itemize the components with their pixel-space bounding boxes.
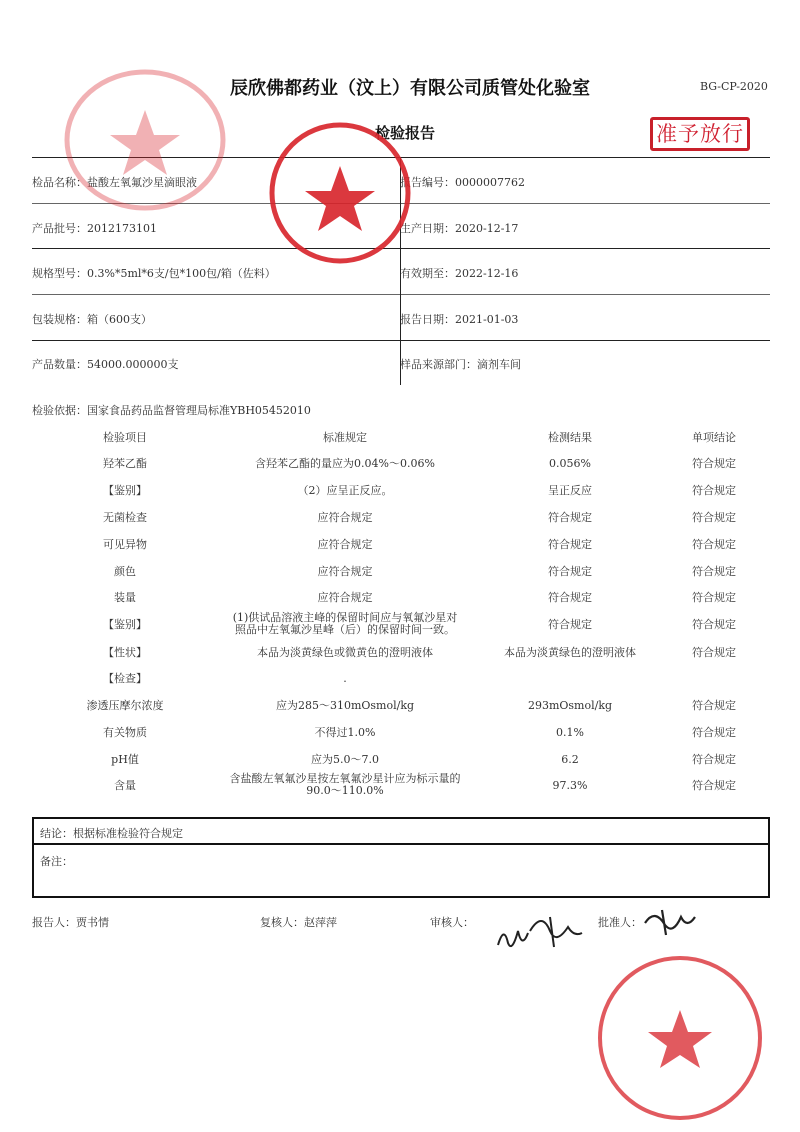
reporter: 报告人：贾书情	[32, 916, 109, 929]
field-label: 生产日期：	[400, 222, 455, 235]
table-cell: 0.1%	[556, 726, 584, 739]
table-cell: pH值	[111, 753, 139, 766]
conclusion: 结论：根据标准检验符合规定	[40, 827, 183, 840]
form-code: BG-CP-2020	[700, 80, 768, 93]
field-1	[400, 174, 525, 190]
table-cell: 含量	[114, 779, 136, 792]
table-cell: 【检查】	[103, 672, 147, 685]
column-header: 单项结论	[692, 431, 736, 444]
field-9	[400, 356, 521, 372]
table-cell: 应符合规定	[317, 565, 373, 578]
table-cell: 应为5.0～7.0	[311, 753, 379, 766]
company-title: 辰欣佛都药业（汶上）有限公司质管处化验室	[230, 78, 590, 99]
remarks: 备注：	[40, 855, 73, 868]
table-cell: 97.3%	[552, 779, 588, 792]
table-cell: 本品为淡黄绿色的澄明液体	[504, 646, 636, 659]
reviewer: 复核人：赵萍萍	[260, 916, 337, 929]
approver: 批准人：	[598, 916, 642, 929]
table-cell: 293mOsmol/kg	[527, 699, 613, 712]
table-cell: 可见异物	[103, 538, 147, 551]
field-label: 产品批号：	[32, 222, 87, 235]
table-cell: 【鉴别】	[103, 618, 147, 631]
table-cell: 含羟苯乙酯的量应为0.04%～0.06%	[255, 457, 435, 470]
field-label: 报告编号：	[400, 176, 455, 189]
table-cell: 不得过1.0%	[314, 726, 376, 739]
table-cell: 符合规定	[548, 618, 592, 631]
field-label: 检品名称：	[32, 176, 87, 189]
table-cell: 符合规定	[692, 538, 736, 551]
field-label: 报告日期：	[400, 313, 455, 326]
table-cell: 符合规定	[692, 565, 736, 578]
field-label: 样品来源部门：	[400, 358, 477, 371]
field-value: 0000007762	[455, 176, 525, 189]
table-cell: 符合规定	[692, 753, 736, 766]
field-value: 0.3%*5ml*6支/包*100包/箱（佐料）	[87, 267, 276, 280]
table-cell: 符合规定	[548, 511, 592, 524]
table-cell: 含盐酸左氧氟沙星按左氧氟沙星计应为标示量的 90.0～110.0%	[229, 772, 461, 797]
divider	[32, 340, 770, 341]
table-cell: 呈正反应	[548, 484, 592, 497]
table-cell: 符合规定	[692, 457, 736, 470]
field-label: 产品数量：	[32, 358, 87, 371]
field-2	[32, 220, 157, 236]
field-3	[400, 220, 518, 236]
auditor: 审核人：	[430, 916, 474, 929]
table-cell: 符合规定	[548, 565, 592, 578]
field-value: 2012173101	[87, 222, 157, 235]
company-seal-center	[265, 118, 415, 268]
field-value: 滴剂车间	[477, 358, 521, 371]
field-value: 盐酸左氧氟沙星滴眼液	[87, 176, 197, 189]
table-cell: 无菌检查	[103, 511, 147, 524]
table-cell: 应符合规定	[317, 511, 373, 524]
company-seal-bottom	[592, 950, 767, 1125]
table-cell: .	[343, 672, 347, 685]
field-value: 箱（600支）	[87, 313, 152, 326]
conclusion-box	[32, 817, 770, 898]
table-cell: 应符合规定	[317, 591, 373, 604]
field-value: 2020-12-17	[455, 222, 519, 235]
table-cell: 【性状】	[103, 646, 147, 659]
table-cell: 符合规定	[548, 591, 592, 604]
report-title: 检验报告	[374, 124, 435, 142]
table-cell: 符合规定	[548, 538, 592, 551]
table-cell: 符合规定	[692, 591, 736, 604]
field-7	[400, 311, 518, 327]
field-label: 有效期至：	[400, 267, 455, 280]
table-cell: 符合规定	[692, 618, 736, 631]
handwritten-signature	[640, 905, 700, 940]
field-8	[32, 356, 178, 372]
field-6	[32, 311, 152, 327]
table-cell: 符合规定	[692, 646, 736, 659]
divider	[32, 294, 770, 295]
field-value: 2021-01-03	[455, 313, 519, 326]
handwritten-signature	[490, 905, 600, 960]
table-cell: 渗透压摩尔浓度	[86, 699, 164, 712]
table-cell: 应为285～310mOsmol/kg	[275, 699, 415, 712]
field-5	[400, 265, 518, 281]
table-cell: 符合规定	[692, 699, 736, 712]
table-cell: （2）应呈正反应。	[297, 484, 393, 497]
table-cell: 装量	[114, 591, 136, 604]
table-cell: 本品为淡黄绿色或微黄色的澄明液体	[257, 646, 433, 659]
release-stamp: 准予放行	[650, 117, 750, 151]
field-label: 包装规格：	[32, 313, 87, 326]
table-cell: 符合规定	[692, 511, 736, 524]
table-cell: (1)供试品溶液主峰的保留时间应与氧氟沙星对 照品中左氧氟沙星峰（后）的保留时间一致。	[232, 611, 458, 636]
table-cell: 符合规定	[692, 779, 736, 792]
field-value: 2022-12-16	[455, 267, 519, 280]
table-cell: 羟苯乙酯	[103, 457, 147, 470]
column-header: 检验项目	[103, 431, 147, 444]
table-cell: 6.2	[561, 753, 579, 766]
field-label: 规格型号：	[32, 267, 87, 280]
table-cell: 【鉴别】	[103, 484, 147, 497]
column-header: 标准规定	[323, 431, 367, 444]
field-4	[32, 265, 276, 281]
company-seal-left	[60, 65, 230, 215]
table-cell: 颜色	[114, 565, 136, 578]
table-cell: 0.056%	[549, 457, 591, 470]
table-cell: 符合规定	[692, 484, 736, 497]
field-value: 54000.000000支	[87, 358, 179, 371]
inspection-basis: 检验依据：国家食品药品监督管理局标准YBH05452010	[32, 404, 311, 417]
table-cell: 符合规定	[692, 726, 736, 739]
table-cell: 有关物质	[103, 726, 147, 739]
column-header: 检测结果	[548, 431, 592, 444]
table-cell: 应符合规定	[317, 538, 373, 551]
